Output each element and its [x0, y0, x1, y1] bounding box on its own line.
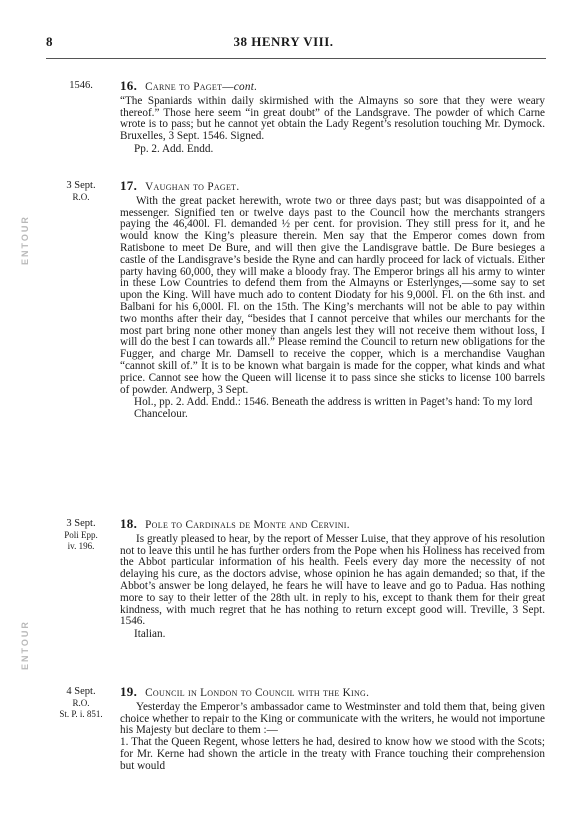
library-stamp-top: ENTOUR [20, 215, 30, 265]
margin-date: 3 Sept. [66, 518, 96, 529]
entry-number: 18. [120, 516, 138, 531]
entry-title: Pole to Cardinals de Monte and Cervini. [145, 519, 350, 531]
margin-reference: iv. 196. [67, 541, 95, 551]
entry-text: “The Spaniards within daily skirmished with the Almayns so sore that they were weary thereof.” Those here seem “in great doubt” of the Landsgrave. The powder of which Carne wrote is to pass; but he cannot yet obtain the Lady Regent’s resolution touching Mr. Dymock. Bruxelles, 3 Sept. 1546. Signed. [120, 94, 545, 143]
entry-body [120, 180, 545, 421]
entry-body [120, 80, 545, 156]
header-rule [46, 58, 546, 59]
margin-date: 3 Sept. [66, 180, 96, 191]
margin-reference: St. P. i. 851. [59, 709, 103, 719]
entry-heading [120, 180, 545, 194]
margin-source: Poli Epp. [64, 529, 98, 540]
entry-body [120, 518, 545, 641]
entry-text: Yesterday the Emperor’s ambassador came to Westminster and told them that, being given choice whether to repair to the King or communicate with the writers, he would not importune his Majesty but declare to them :— [120, 700, 545, 737]
entry-note: Hol., pp. 2. Add. Endd.: 1546. Beneath the address is written in Paget’s hand: To my lord Chancelour. [134, 396, 533, 421]
entry-number: 17. [120, 178, 138, 193]
entry-heading [120, 686, 545, 700]
entry-number: 19. [120, 684, 138, 699]
entry-margin [46, 180, 116, 203]
entry-text-continued: 1. That the Queen Regent, whose letters he had, desired to know how we stood with the Scots; for Mr. Kerne had shown the article in the treaty with France touching their comprehension but would [120, 736, 545, 772]
entry-note: Italian. [134, 628, 166, 641]
running-title: 38 HENRY VIII. [233, 34, 334, 49]
entry-title: Carne to Paget— [145, 81, 234, 93]
entry-margin [46, 80, 116, 92]
margin-source: R.O. [72, 191, 90, 202]
entry-title-cont: cont. [233, 81, 258, 93]
page-number: 8 [46, 34, 53, 49]
entry-body [120, 686, 545, 773]
library-stamp-bottom: ENTOUR [20, 620, 30, 670]
entry-text: With the great packet herewith, wrote two or three days past; but was disappointed of a messenger. Signified ten or twelve days past to the Council how the merchants strangers paying the 46,400l. Fl. demanded ½ per cent. for provision. They still press for it, and he would know the King’s pleasure therein. Men say that the Emperor comes down from Ratisbone to meet De Bure, and will then give the Landisgrave battle. De Bure besieges a castle of the Landisgrave’s beside the Ryne and can hardly proceed for lack of victuals. Either party having 60,000, they will make a bloody fray. The Emperor brings all his army to winter in these Low Countries to defend them from the Almayns or Esterlynges,—some say to set upon the King. Will have much ado to content Diodaty for his 9,000l. Fl. on the 6th inst. and Balbani for his 6,000l. Fl. on the 15th. The King’s merchants will not be able to pay within two months after their day, “besides that I cannot perceive that whiles our merchants for the most part bring none other money than angels lest they will not receive them without loss, I will do the best I can towards all.” Please remind the Council to return new obligations for the Fugger, and charge Mr. Damsell to receive the copper, which is a merchandise Vaughan “cannot skill of.” It is to be known what bargain is made for the copper, what kinds and what price. Cannot see how the Queen will license it to pass since she sticks to license 100 barrels of powder. Andwerp, 3 Sept. [120, 194, 545, 396]
margin-source: R.O. [72, 697, 90, 708]
margin-date: 1546. [69, 80, 93, 91]
entry-title: Vaughan to Paget. [145, 181, 240, 193]
entry-title: Council in London to Council with the King. [145, 687, 370, 699]
margin-date: 4 Sept. [66, 686, 96, 697]
entry-number: 16. [120, 78, 138, 93]
entry-heading [120, 80, 545, 94]
entry-heading [120, 518, 545, 532]
entry-margin [46, 518, 116, 553]
entry-margin [46, 686, 116, 721]
entry-note: Pp. 2. Add. Endd. [134, 142, 214, 155]
entry-text: Is greatly pleased to hear, by the report of Messer Luise, that they approve of his resolution not to leave this until he has further orders from the Pope when his Holiness has received from the Abbot particular information of his health. Feels every day more the necessity of not delaying his cure, as the doctors advise, whose opinion he has again demanded; so that, if the Abbot’s answer be long delayed, he fears he will have to leave and go to Padua. Has nothing more to say to their letter of the 28th ult. in reply to his, except to thank them for their great kindness, with much regret that he has nothing to return except good will. Treville, 3 Sept. 1546. [120, 532, 545, 628]
page-header [0, 34, 567, 52]
